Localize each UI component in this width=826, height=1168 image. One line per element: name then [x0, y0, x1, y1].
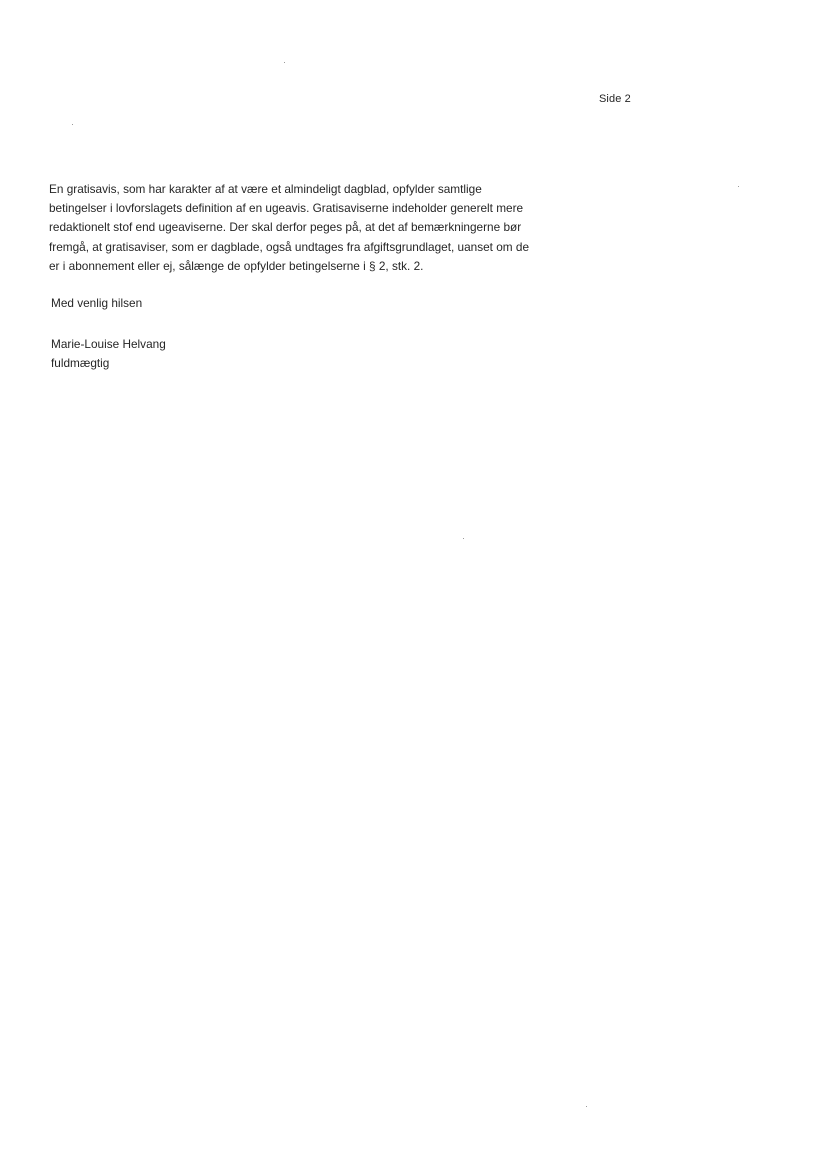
paragraph-line: betingelser i lovforslagets definition af en ugeavis. Gratisaviserne indeholder generelt mere	[49, 201, 524, 216]
closing-salutation: Med venlig hilsen	[51, 296, 143, 310]
paragraph-line: En gratisavis, som har karakter af at være et almindeligt dagblad, opfylder samtlige	[49, 182, 482, 196]
signer-name: Marie-Louise Helvang	[51, 337, 166, 351]
scan-speck	[463, 538, 464, 539]
paragraph-line: redaktionelt stof end ugeaviserne. Der skal derfor peges på, at det af bemærkningerne bør	[49, 220, 522, 235]
scan-speck	[738, 186, 739, 187]
paragraph-line: er i abonnement eller ej, sålænge de opfylder betingelserne i § 2, stk. 2.	[49, 258, 424, 273]
scan-speck	[72, 124, 73, 125]
paragraph-line: fremgå, at gratisaviser, som er dagblade, også undtages fra afgiftsgrundlaget, uanset om de	[49, 239, 530, 254]
scan-speck	[284, 62, 285, 63]
page-number: Side 2	[599, 93, 631, 105]
body-paragraph	[49, 180, 529, 276]
signature-block	[51, 335, 166, 373]
signer-title: fuldmægtig	[51, 356, 110, 370]
scan-speck	[586, 1106, 587, 1107]
